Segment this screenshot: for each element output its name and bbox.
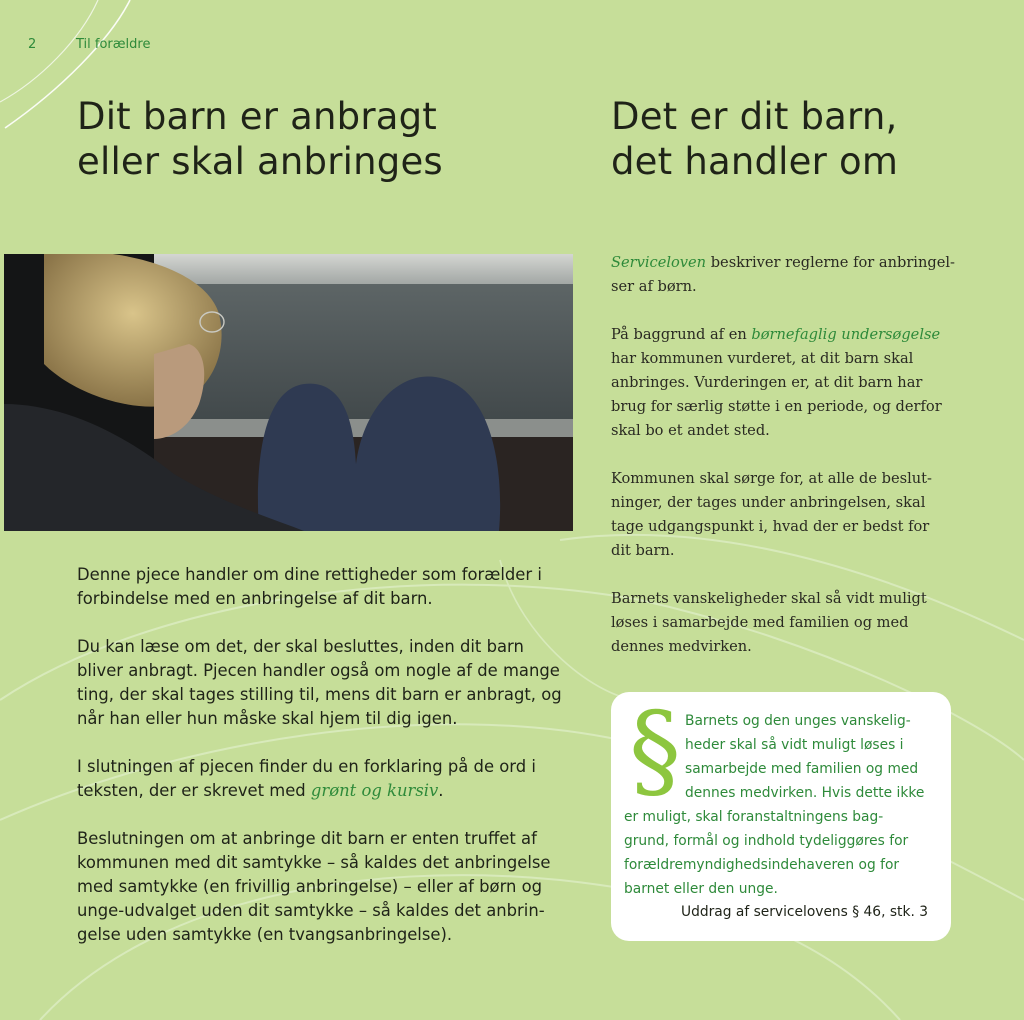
quote-line: er muligt, skal foranstaltningens bag- xyxy=(624,809,884,825)
text-line: forbindelse med en anbringelse af dit barn. xyxy=(77,589,433,608)
text-line: . xyxy=(438,781,444,800)
text-line: løses i samarbejde med familien og med xyxy=(611,614,909,631)
text-line: ninger, der tages under anbringelsen, skal xyxy=(611,494,926,511)
right-body-text xyxy=(611,251,956,683)
text-line: gelse uden samtykke (en tvangsanbringelse). xyxy=(77,925,453,944)
text-line: dennes medvirken. xyxy=(611,638,752,655)
text-line: unge-udvalget uden dit samtykke – så kaldes det anbrin- xyxy=(77,901,545,920)
text-line: bliver anbragt. Pjecen handler også om nogle af de mange xyxy=(77,661,560,680)
quote-line: dennes medvirken. Hvis dette ikke xyxy=(685,785,925,801)
left-title-line: Dit barn er anbragt xyxy=(77,95,437,138)
quote-source: Uddrag af servicelovens § 46, stk. 3 xyxy=(681,904,928,920)
text-line: med samtykke (en frivillig anbringelse) – eller af børn og xyxy=(77,877,543,896)
left-title xyxy=(77,94,557,184)
paragraph xyxy=(77,827,577,947)
text-line: teksten, der er skrevet med xyxy=(77,781,311,800)
right-title xyxy=(611,94,1011,184)
page-number: 2 xyxy=(28,37,37,52)
green-italic-term: grønt og kursiv xyxy=(310,781,439,800)
green-italic-term: Serviceloven xyxy=(611,254,707,271)
quote-line: Barnets og den unges vanskelig- xyxy=(685,713,911,729)
left-title-line: eller skal anbringes xyxy=(77,140,443,183)
text-line: Barnets vanskeligheder skal så vidt muligt xyxy=(611,590,927,607)
text-line: skal bo et andet sted. xyxy=(611,422,770,439)
text-line: dit barn. xyxy=(611,542,675,559)
text-line: kommunen med dit samtykke – så kaldes det anbringelse xyxy=(77,853,551,872)
paragraph xyxy=(611,323,956,443)
paragraph xyxy=(611,251,956,299)
section-label: Til forældre xyxy=(76,37,151,52)
text-line: beskriver reglerne for anbringel- xyxy=(706,254,955,271)
paragraph xyxy=(611,467,956,563)
paragraph xyxy=(77,563,577,611)
quote-line: grund, formål og indhold tydeliggøres for xyxy=(624,833,909,849)
text-line: ting, der skal tages stilling til, mens dit barn er anbragt, og xyxy=(77,685,562,704)
text-line: I slutningen af pjecen finder du en forklaring på de ord i xyxy=(77,757,536,776)
text-line: Du kan læse om det, der skal besluttes, inden dit barn xyxy=(77,637,524,656)
left-body-text xyxy=(77,563,577,971)
text-line: På baggrund af en xyxy=(611,326,752,343)
quote-line: forældremyndighedsindehaveren og for xyxy=(624,857,900,873)
paragraph xyxy=(77,635,577,731)
text-line: Kommunen skal sørge for, at alle de beslut- xyxy=(611,470,932,487)
paragraph xyxy=(77,755,577,803)
text-line: ser af børn. xyxy=(611,278,697,295)
green-italic-term: børnefaglig undersøgelse xyxy=(751,326,941,343)
right-title-line: det handler om xyxy=(611,140,899,183)
text-line: har kommunen vurderet, at dit barn skal xyxy=(611,350,914,367)
text-line: brug for særlig støtte i en periode, og derfor xyxy=(611,398,942,415)
text-line: når han eller hun måske skal hjem til dig igen. xyxy=(77,709,458,728)
text-line: Denne pjece handler om dine rettigheder som forælder i xyxy=(77,565,542,584)
paragraph xyxy=(611,587,956,659)
quote-line: heder skal så vidt muligt løses i xyxy=(685,737,904,753)
quote-line: barnet eller den unge. xyxy=(624,881,778,897)
text-line: anbringes. Vurderingen er, at dit barn har xyxy=(611,374,923,391)
text-line: tage udgangspunkt i, hvad der er bedst for xyxy=(611,518,930,535)
paragraph-sign-icon: § xyxy=(629,689,681,811)
quote-line: samarbejde med familien og med xyxy=(685,761,919,777)
running-header xyxy=(28,37,150,52)
right-title-line: Det er dit barn, xyxy=(611,95,898,138)
text-line: Beslutningen om at anbringe dit barn er enten truffet af xyxy=(77,829,537,848)
law-quote-text xyxy=(624,709,939,901)
photo-child-at-window xyxy=(4,254,573,531)
